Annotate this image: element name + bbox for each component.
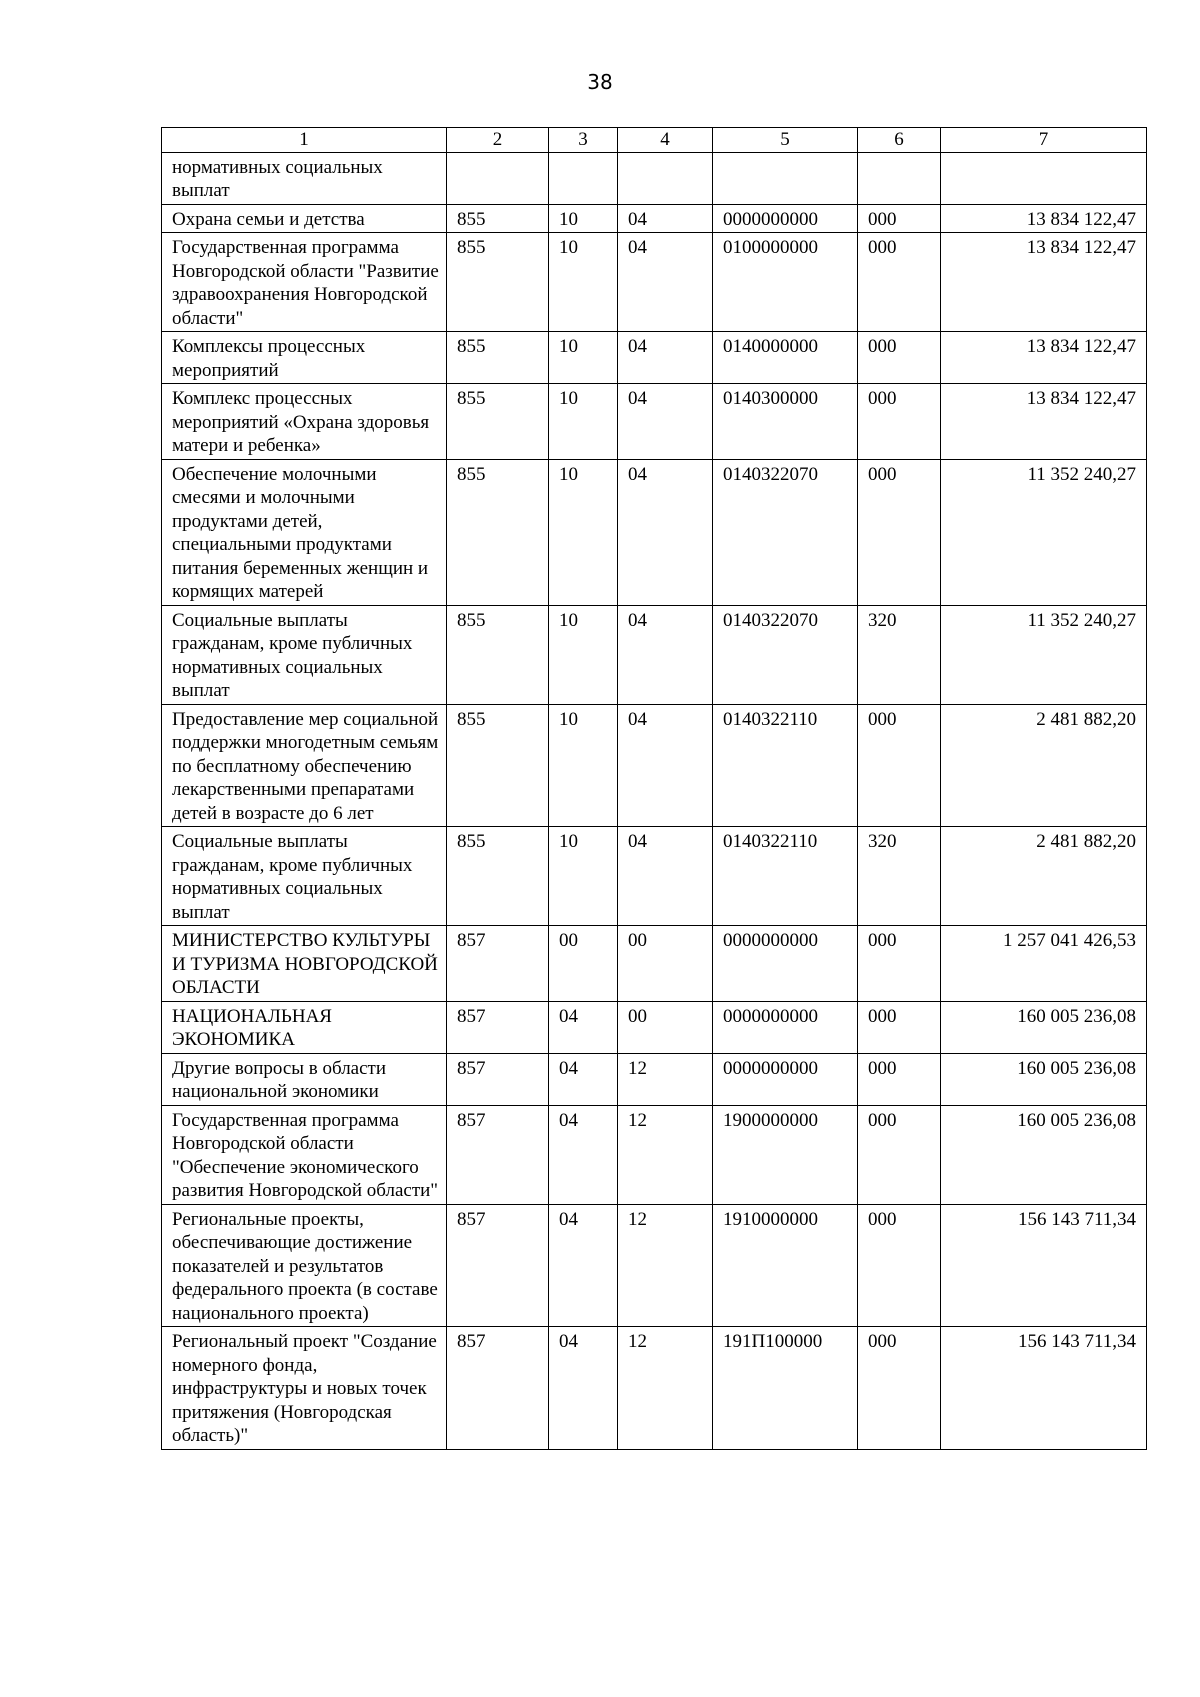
row-cell-6: 000 [858, 459, 941, 605]
row-cell-7: 13 834 122,47 [941, 384, 1147, 460]
row-cell-7: 160 005 236,08 [941, 1105, 1147, 1204]
row-cell-5: 1910000000 [713, 1204, 858, 1327]
row-cell-5: 0000000000 [713, 204, 858, 233]
row-cell-7: 13 834 122,47 [941, 332, 1147, 384]
row-cell-3: 10 [549, 332, 618, 384]
header-cell-1: 1 [162, 128, 447, 153]
row-cell-2: 857 [447, 1001, 549, 1053]
row-cell-3: 04 [549, 1327, 618, 1450]
row-cell-4: 12 [618, 1204, 713, 1327]
row-cell-7: 2 481 882,20 [941, 704, 1147, 827]
row-name-cell: Другие вопросы в области национальной экономики [162, 1053, 447, 1105]
table-row [162, 926, 1147, 1002]
row-cell-6 [858, 152, 941, 204]
row-cell-3: 10 [549, 459, 618, 605]
row-cell-2: 855 [447, 204, 549, 233]
row-name-cell: Государственная программа Новгородской области "Обеспечение экономического развития Новгородской области" [162, 1105, 447, 1204]
row-cell-2: 855 [447, 459, 549, 605]
row-cell-4: 00 [618, 1001, 713, 1053]
row-cell-5: 191П100000 [713, 1327, 858, 1450]
row-cell-3: 04 [549, 1105, 618, 1204]
row-name-cell: Социальные выплаты гражданам, кроме публичных нормативных социальных выплат [162, 605, 447, 704]
row-cell-3: 10 [549, 384, 618, 460]
row-cell-2: 855 [447, 233, 549, 332]
row-cell-4: 04 [618, 204, 713, 233]
row-name-cell: Социальные выплаты гражданам, кроме публичных нормативных социальных выплат [162, 827, 447, 926]
row-cell-3: 10 [549, 233, 618, 332]
row-name-cell: Обеспечение молочными смесями и молочными продуктами детей, специальными продуктами питания беременных женщин и кормящих матерей [162, 459, 447, 605]
row-cell-4: 12 [618, 1105, 713, 1204]
row-cell-4: 12 [618, 1053, 713, 1105]
row-cell-7: 160 005 236,08 [941, 1053, 1147, 1105]
row-cell-3: 00 [549, 926, 618, 1002]
table-row [162, 1001, 1147, 1053]
row-cell-6: 000 [858, 704, 941, 827]
row-cell-3: 10 [549, 605, 618, 704]
row-cell-5: 0140300000 [713, 384, 858, 460]
row-cell-7: 156 143 711,34 [941, 1204, 1147, 1327]
row-name-cell: Региональный проект "Создание номерного фонда, инфраструктуры и новых точек притяжения (Новгородская область)" [162, 1327, 447, 1450]
row-cell-5 [713, 152, 858, 204]
row-cell-7: 160 005 236,08 [941, 1001, 1147, 1053]
row-cell-3 [549, 152, 618, 204]
row-cell-7: 156 143 711,34 [941, 1327, 1147, 1450]
row-cell-5: 0000000000 [713, 1001, 858, 1053]
row-cell-5: 0140322070 [713, 459, 858, 605]
row-cell-2: 857 [447, 1053, 549, 1105]
row-cell-4: 04 [618, 332, 713, 384]
row-cell-6: 320 [858, 605, 941, 704]
table-row [162, 704, 1147, 827]
header-cell-6: 6 [858, 128, 941, 153]
row-cell-5: 0100000000 [713, 233, 858, 332]
row-cell-3: 10 [549, 704, 618, 827]
row-cell-6: 000 [858, 1105, 941, 1204]
table-row [162, 233, 1147, 332]
header-cell-4: 4 [618, 128, 713, 153]
row-name-cell: Предоставление мер социальной поддержки многодетным семьям по бесплатному обеспечению лекарственными препаратами детей в возрасте до 6 лет [162, 704, 447, 827]
row-name-cell: нормативных социальных выплат [162, 152, 447, 204]
row-cell-2: 855 [447, 332, 549, 384]
row-cell-7: 13 834 122,47 [941, 204, 1147, 233]
row-cell-3: 04 [549, 1053, 618, 1105]
table-row [162, 204, 1147, 233]
row-cell-2: 857 [447, 1204, 549, 1327]
row-cell-6: 320 [858, 827, 941, 926]
row-cell-3: 04 [549, 1001, 618, 1053]
row-cell-7: 11 352 240,27 [941, 605, 1147, 704]
row-cell-4: 04 [618, 233, 713, 332]
row-cell-4: 00 [618, 926, 713, 1002]
row-cell-3: 04 [549, 1204, 618, 1327]
row-cell-7: 13 834 122,47 [941, 233, 1147, 332]
row-cell-6: 000 [858, 1053, 941, 1105]
row-cell-3: 10 [549, 204, 618, 233]
row-cell-7: 1 257 041 426,53 [941, 926, 1147, 1002]
row-name-cell: МИНИСТЕРСТВО КУЛЬТУРЫ И ТУРИЗМА НОВГОРОДСКОЙ ОБЛАСТИ [162, 926, 447, 1002]
header-cell-2: 2 [447, 128, 549, 153]
row-name-cell: Комплексы процессных мероприятий [162, 332, 447, 384]
row-cell-3: 10 [549, 827, 618, 926]
header-cell-5: 5 [713, 128, 858, 153]
row-cell-4: 04 [618, 605, 713, 704]
row-cell-2: 857 [447, 1105, 549, 1204]
row-cell-2: 855 [447, 704, 549, 827]
row-cell-6: 000 [858, 332, 941, 384]
row-cell-2: 857 [447, 1327, 549, 1450]
row-cell-4 [618, 152, 713, 204]
row-cell-7 [941, 152, 1147, 204]
table-row [162, 152, 1147, 204]
row-name-cell: Комплекс процессных мероприятий «Охрана здоровья матери и ребенка» [162, 384, 447, 460]
row-cell-5: 0140322110 [713, 704, 858, 827]
row-cell-6: 000 [858, 1001, 941, 1053]
row-cell-6: 000 [858, 384, 941, 460]
header-row [162, 128, 1147, 153]
row-cell-2 [447, 152, 549, 204]
row-cell-5: 0140322070 [713, 605, 858, 704]
row-name-cell: Государственная программа Новгородской области "Развитие здравоохранения Новгородской области" [162, 233, 447, 332]
row-name-cell: НАЦИОНАЛЬНАЯ ЭКОНОМИКА [162, 1001, 447, 1053]
row-cell-5: 0000000000 [713, 1053, 858, 1105]
budget-table [161, 127, 1147, 1450]
table-row [162, 1105, 1147, 1204]
row-cell-4: 12 [618, 1327, 713, 1450]
header-cell-7: 7 [941, 128, 1147, 153]
table-row [162, 332, 1147, 384]
row-cell-5: 0140000000 [713, 332, 858, 384]
row-cell-5: 0000000000 [713, 926, 858, 1002]
table-row [162, 1204, 1147, 1327]
row-cell-6: 000 [858, 1327, 941, 1450]
header-cell-3: 3 [549, 128, 618, 153]
row-cell-4: 04 [618, 384, 713, 460]
row-cell-5: 1900000000 [713, 1105, 858, 1204]
page-number: 38 [587, 70, 613, 94]
row-cell-5: 0140322110 [713, 827, 858, 926]
row-cell-4: 04 [618, 704, 713, 827]
table-row [162, 605, 1147, 704]
row-cell-6: 000 [858, 1204, 941, 1327]
row-cell-2: 855 [447, 384, 549, 460]
row-cell-7: 11 352 240,27 [941, 459, 1147, 605]
row-name-cell: Охрана семьи и детства [162, 204, 447, 233]
row-cell-6: 000 [858, 926, 941, 1002]
row-cell-2: 855 [447, 827, 549, 926]
row-cell-6: 000 [858, 233, 941, 332]
table-row [162, 459, 1147, 605]
row-name-cell: Региональные проекты, обеспечивающие достижение показателей и результатов федерального проекта (в составе национального проекта) [162, 1204, 447, 1327]
table-row [162, 827, 1147, 926]
row-cell-2: 855 [447, 605, 549, 704]
row-cell-2: 857 [447, 926, 549, 1002]
row-cell-7: 2 481 882,20 [941, 827, 1147, 926]
row-cell-4: 04 [618, 459, 713, 605]
row-cell-4: 04 [618, 827, 713, 926]
table-row [162, 1327, 1147, 1450]
table-row [162, 384, 1147, 460]
table-row [162, 1053, 1147, 1105]
row-cell-6: 000 [858, 204, 941, 233]
